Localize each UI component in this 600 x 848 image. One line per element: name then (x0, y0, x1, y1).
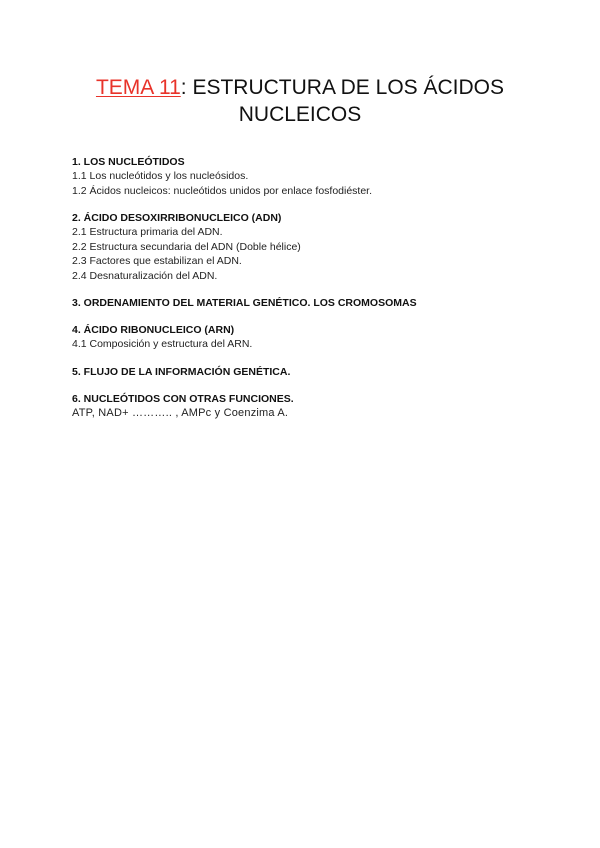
section-cromosomas (72, 296, 552, 310)
section-heading: 6. NUCLEÓTIDOS CON OTRAS FUNCIONES. (72, 392, 294, 405)
list-item: 1.1 Los nucleótidos y los nucleósidos. (72, 170, 249, 182)
section-heading: 1. LOS NUCLEÓTIDOS (72, 156, 185, 168)
title-line-1: ESTRUCTURA DE LOS ÁCIDOS (192, 76, 505, 99)
title-line-2: NUCLEICOS (238, 103, 362, 126)
table-of-contents (72, 155, 552, 434)
list-item: 2.4 Desnaturalización del ADN. (72, 269, 218, 282)
section-flujo (72, 365, 552, 379)
title-separator: : (180, 76, 193, 99)
section-heading: 5. FLUJO DE LA INFORMACIÓN GENÉTICA. (72, 365, 291, 378)
list-item: ATP, NAD+ ……….. , AMPc y Coenzima A. (72, 406, 289, 419)
section-arn (72, 323, 552, 352)
page-title (0, 74, 600, 128)
section-otras-funciones (72, 392, 552, 421)
list-item: 2.2 Estructura secundaria del ADN (Doble hélice) (72, 240, 301, 253)
list-item: 4.1 Composición y estructura del ARN. (72, 338, 253, 350)
list-item: 2.3 Factores que estabilizan el ADN. (72, 255, 242, 267)
list-item: 1.2 Ácidos nucleicos: nucleótidos unidos por enlace fosfodiéster. (72, 184, 373, 197)
list-item: 2.1 Estructura primaria del ADN. (72, 226, 223, 238)
section-heading: 2. ÁCIDO DESOXIRRIBONUCLEICO (ADN) (72, 212, 282, 224)
section-heading: 4. ÁCIDO RIBONUCLEICO (ARN) (72, 324, 235, 336)
topic-number: TEMA 11 (95, 76, 181, 99)
section-nucleotidos (72, 155, 552, 198)
section-adn (72, 211, 552, 283)
section-heading: 3. ORDENAMIENTO DEL MATERIAL GENÉTICO. LOS CROMOSOMAS (72, 297, 417, 309)
